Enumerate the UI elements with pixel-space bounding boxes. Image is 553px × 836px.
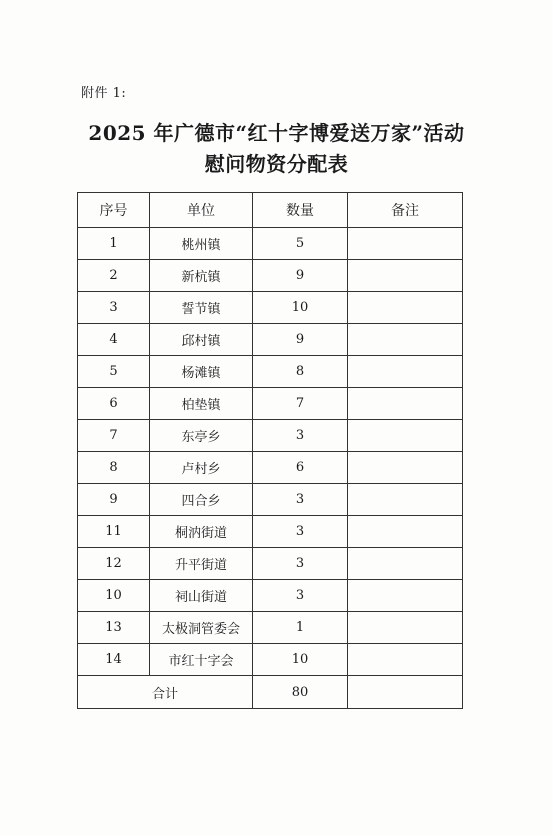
cell-quantity: 3 <box>253 580 348 612</box>
table-row <box>78 260 463 292</box>
table-body <box>78 228 463 676</box>
header-unit: 单位 <box>150 193 253 228</box>
document-title-line-2: 慰问物资分配表 <box>204 152 349 176</box>
cell-unit: 桐汭街道 <box>150 516 253 548</box>
cell-remarks <box>348 484 463 516</box>
cell-unit: 升平街道 <box>150 548 253 580</box>
table-row <box>78 324 463 356</box>
allocation-table <box>77 192 463 709</box>
table-header-row <box>78 193 463 228</box>
cell-remarks <box>348 228 463 260</box>
table-row <box>78 228 463 260</box>
cell-quantity: 10 <box>253 644 348 676</box>
table-row <box>78 292 463 324</box>
cell-quantity: 3 <box>253 420 348 452</box>
cell-remarks <box>348 580 463 612</box>
table-row <box>78 644 463 676</box>
table-row <box>78 356 463 388</box>
attachment-label: 附件 1: <box>81 86 127 101</box>
cell-quantity: 1 <box>253 612 348 644</box>
cell-unit: 新杭镇 <box>150 260 253 292</box>
cell-unit: 邱村镇 <box>150 324 253 356</box>
cell-serial-number: 13 <box>78 612 150 644</box>
cell-serial-number: 14 <box>78 644 150 676</box>
cell-serial-number: 5 <box>78 356 150 388</box>
table-row <box>78 484 463 516</box>
header-remarks: 备注 <box>348 193 463 228</box>
table-row <box>78 388 463 420</box>
cell-serial-number: 12 <box>78 548 150 580</box>
cell-remarks <box>348 292 463 324</box>
total-row <box>78 676 463 709</box>
cell-serial-number: 10 <box>78 580 150 612</box>
cell-unit: 四合乡 <box>150 484 253 516</box>
cell-remarks <box>348 388 463 420</box>
cell-quantity: 6 <box>253 452 348 484</box>
cell-unit: 太极洞管委会 <box>150 612 253 644</box>
cell-serial-number: 6 <box>78 388 150 420</box>
total-quantity: 80 <box>253 676 348 709</box>
document-title-line-1: 2025 年广德市“红十字博爱送万家”活动 <box>88 121 465 145</box>
table-row <box>78 452 463 484</box>
cell-quantity: 10 <box>253 292 348 324</box>
cell-serial-number: 2 <box>78 260 150 292</box>
cell-serial-number: 8 <box>78 452 150 484</box>
cell-quantity: 5 <box>253 228 348 260</box>
cell-quantity: 9 <box>253 324 348 356</box>
cell-quantity: 9 <box>253 260 348 292</box>
cell-remarks <box>348 644 463 676</box>
cell-serial-number: 9 <box>78 484 150 516</box>
cell-serial-number: 3 <box>78 292 150 324</box>
cell-remarks <box>348 612 463 644</box>
cell-unit: 祠山街道 <box>150 580 253 612</box>
cell-unit: 东亭乡 <box>150 420 253 452</box>
cell-serial-number: 1 <box>78 228 150 260</box>
cell-serial-number: 4 <box>78 324 150 356</box>
cell-remarks <box>348 420 463 452</box>
table-row <box>78 580 463 612</box>
table-row <box>78 612 463 644</box>
cell-quantity: 8 <box>253 356 348 388</box>
cell-quantity: 3 <box>253 548 348 580</box>
cell-unit: 桃州镇 <box>150 228 253 260</box>
total-remarks <box>348 676 463 709</box>
cell-unit: 市红十字会 <box>150 644 253 676</box>
table-row <box>78 548 463 580</box>
total-label: 合计 <box>78 676 253 709</box>
cell-unit: 卢村乡 <box>150 452 253 484</box>
cell-unit: 杨滩镇 <box>150 356 253 388</box>
cell-quantity: 3 <box>253 484 348 516</box>
cell-remarks <box>348 548 463 580</box>
cell-unit: 柏垫镇 <box>150 388 253 420</box>
cell-remarks <box>348 356 463 388</box>
header-quantity: 数量 <box>253 193 348 228</box>
cell-quantity: 7 <box>253 388 348 420</box>
table-row <box>78 420 463 452</box>
cell-remarks <box>348 260 463 292</box>
cell-remarks <box>348 452 463 484</box>
table-row <box>78 516 463 548</box>
header-serial-number: 序号 <box>78 193 150 228</box>
cell-quantity: 3 <box>253 516 348 548</box>
cell-serial-number: 7 <box>78 420 150 452</box>
cell-remarks <box>348 324 463 356</box>
cell-remarks <box>348 516 463 548</box>
cell-unit: 誓节镇 <box>150 292 253 324</box>
cell-serial-number: 11 <box>78 516 150 548</box>
